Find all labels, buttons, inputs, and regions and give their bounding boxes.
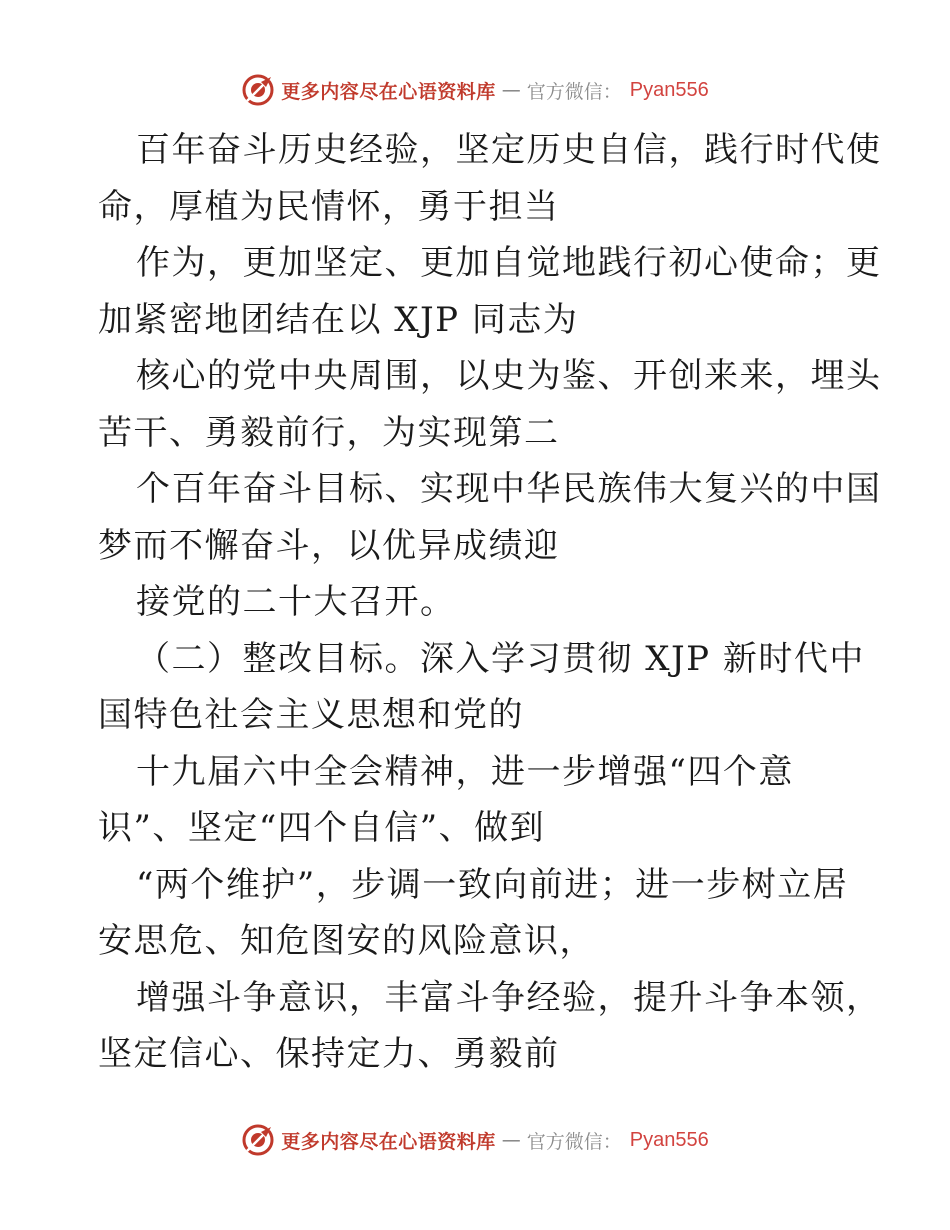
header-banner <box>241 73 709 107</box>
text-line: “两个维护”，步调一致向前进；进一步树立居 <box>136 864 849 905</box>
footer-wechat-label: 官方微信： <box>526 1130 622 1153</box>
text-line: 命，厚植为民情怀，勇于担当 <box>98 186 560 227</box>
header-banner-text: 更多内容尽在心语资料库 <box>281 80 496 103</box>
page-header <box>0 70 950 110</box>
logo-icon <box>241 1123 275 1157</box>
header-wechat-id: Pyan556 <box>629 78 709 101</box>
footer-banner-text: 更多内容尽在心语资料库 <box>281 1130 496 1153</box>
text-line: 核心的党中央周围，以史为鉴、开创来来，埋头 <box>136 356 882 396</box>
text-line: 接党的二十大召开。 <box>136 582 456 622</box>
logo-icon <box>241 73 275 107</box>
text-line: 十九届六中全会精神，进一步增强“四个意 <box>136 751 794 792</box>
text-line: 个百年奋斗目标、实现中华民族伟大复兴的中国 <box>136 469 882 509</box>
text-line: 作为，更加坚定、更加自觉地践行初心使命；更 <box>136 243 882 283</box>
footer-banner-dash: — <box>501 1129 521 1151</box>
text-line: （二）整改目标。深入学习贯彻 XJP 新时代中 <box>136 638 865 679</box>
page-footer <box>0 1120 950 1160</box>
text-line: 增强斗争意识，丰富斗争经验，提升斗争本领， <box>136 977 882 1018</box>
text-line: 识”、坚定“四个自信”、做到 <box>98 808 546 848</box>
footer-wechat-id: Pyan556 <box>629 1128 709 1151</box>
text-line: 坚定信心、保持定力、勇毅前 <box>98 1034 560 1074</box>
header-wechat-label: 官方微信： <box>526 80 622 103</box>
text-line: 梦而不懈奋斗，以优异成绩迎 <box>98 525 560 566</box>
text-line: 加紧密地团结在以 XJP 同志为 <box>98 299 579 340</box>
text-line: 百年奋斗历史经验，坚定历史自信，践行时代使 <box>136 130 882 170</box>
text-line: 安思危、知危图安的风险意识， <box>98 921 595 961</box>
text-line: 国特色社会主义思想和党的 <box>98 695 524 735</box>
text-line: 苦干、勇毅前行，为实现第二 <box>98 412 560 453</box>
header-banner-dash: — <box>501 79 521 101</box>
document-body <box>98 122 882 1083</box>
footer-banner <box>241 1123 709 1157</box>
